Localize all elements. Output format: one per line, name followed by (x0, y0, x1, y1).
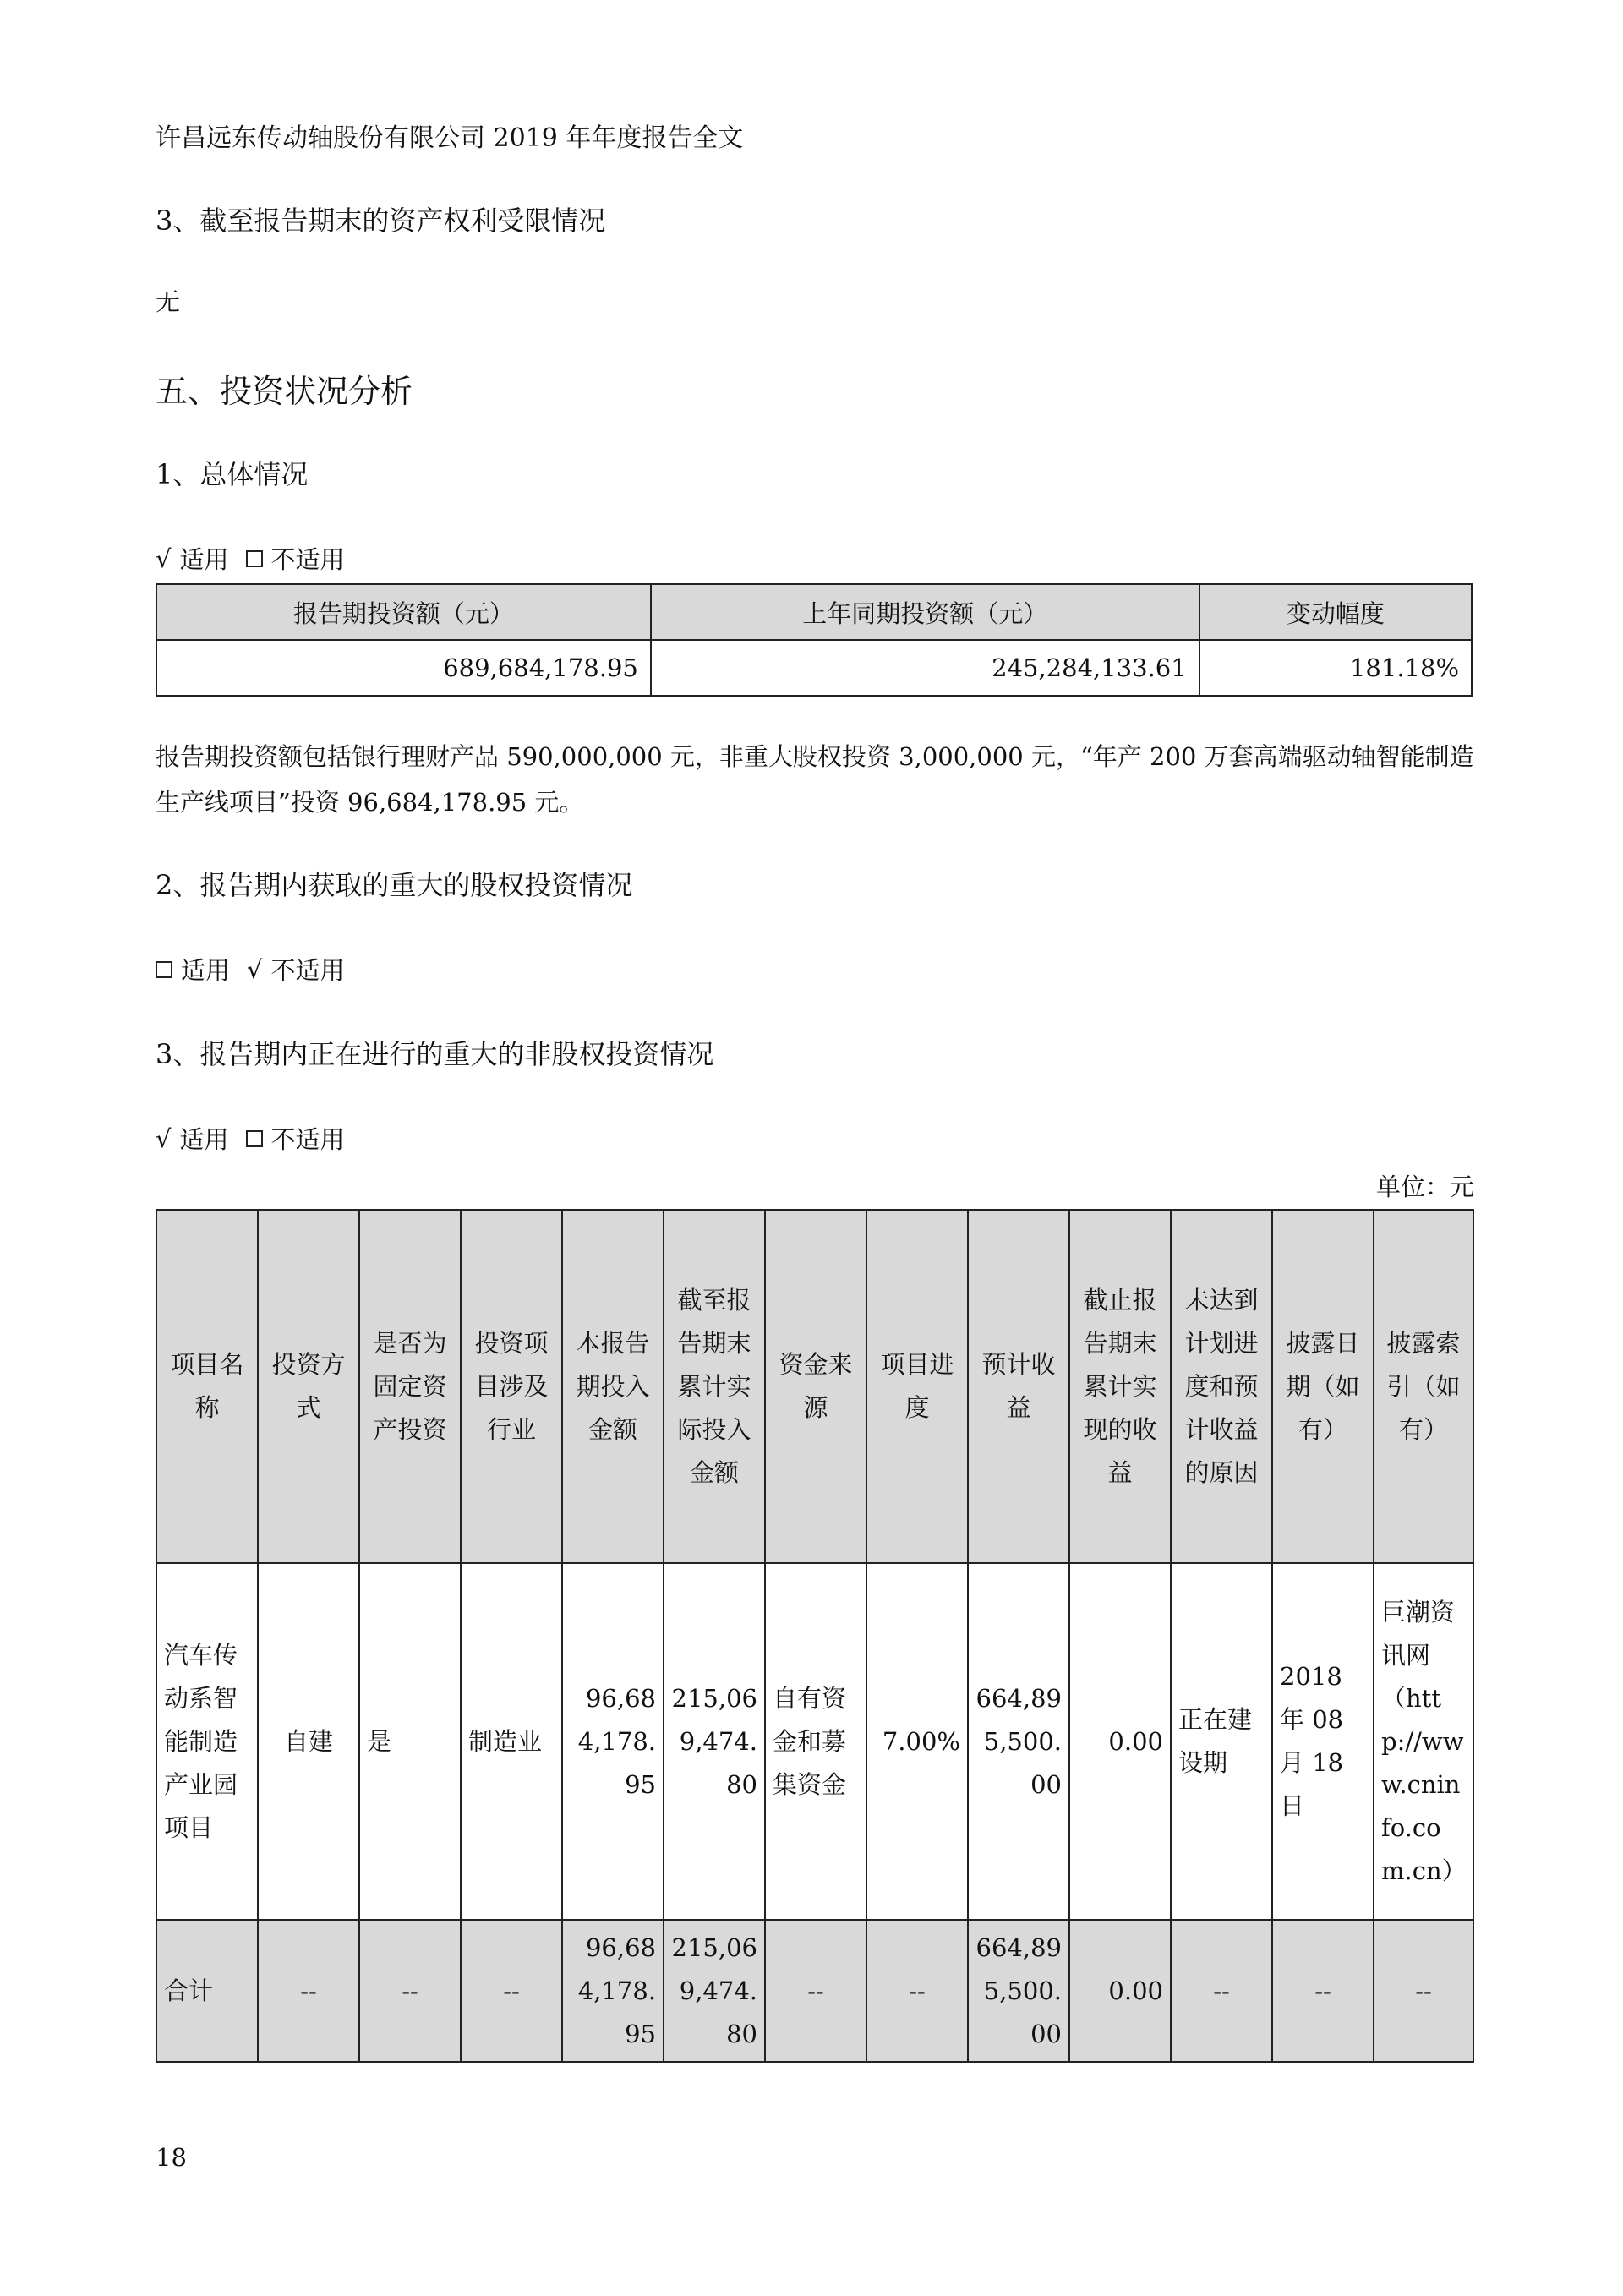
checkbox-empty-icon (246, 1130, 263, 1147)
section-3-text: 无 (156, 287, 181, 316)
sub1-applicability (156, 541, 345, 576)
value-current-investment: 689,684,178.95 (156, 640, 651, 696)
cell-total-investment-method: -- (258, 1920, 359, 2062)
checkbox-empty-icon (246, 550, 263, 567)
cell-total-period-amount: 96,684,178.95 (562, 1920, 664, 2062)
cell-cumulative-amount: 215,069,474.80 (664, 1563, 765, 1920)
cell-total-label: 合计 (156, 1920, 258, 2062)
sub2-applicability (156, 952, 345, 987)
header-project-name: 项目名称 (156, 1210, 258, 1563)
cell-total-funding-source: -- (765, 1920, 866, 2062)
header-fixed-asset: 是否为固定资产投资 (359, 1210, 461, 1563)
section-3-title: 3、截至报告期末的资产权利受限情况 (156, 205, 606, 237)
cell-period-amount: 96,684,178.95 (562, 1563, 664, 1920)
cell-total-cumulative-amount: 215,069,474.80 (664, 1920, 765, 2062)
cell-investment-method: 自建 (258, 1563, 359, 1920)
check-mark-icon: √ (247, 954, 263, 984)
check-mark-icon: √ (156, 1123, 172, 1153)
header-realized-income: 截止报告期末累计实现的收益 (1069, 1210, 1171, 1563)
page-number: 18 (156, 2143, 187, 2172)
header-industry: 投资项目涉及行业 (461, 1210, 562, 1563)
header-current-investment: 报告期投资额（元） (156, 584, 651, 640)
header-disclosure-date: 披露日期（如有） (1272, 1210, 1374, 1563)
table-total-row (156, 1920, 1473, 2062)
header-investment-method: 投资方式 (258, 1210, 359, 1563)
chapter-title: 五、投资状况分析 (156, 373, 413, 410)
check-mark-icon: √ (156, 544, 172, 573)
not-applicable-label: 不适用 (270, 545, 345, 574)
cell-total-disclosure-date: -- (1272, 1920, 1374, 2062)
header-cumulative-amount: 截至报告期末累计实际投入金额 (664, 1210, 765, 1563)
cell-shortfall-reason: 正在建设期 (1171, 1563, 1272, 1920)
checkbox-empty-icon (156, 961, 172, 978)
page-header: 许昌远东传动轴股份有限公司 2019 年年度报告全文 (156, 123, 744, 153)
header-change: 变动幅度 (1199, 584, 1472, 640)
sub1-title: 1、总体情况 (156, 458, 309, 490)
applicable-label: 适用 (181, 956, 231, 985)
header-shortfall-reason: 未达到计划进度和预计收益的原因 (1171, 1210, 1272, 1563)
applicable-label: 适用 (179, 1125, 229, 1154)
table-header-row (156, 1210, 1473, 1563)
cell-disclosure-date: 2018 年 08 月 18 日 (1272, 1563, 1374, 1920)
investment-summary-table (156, 583, 1473, 697)
header-expected-income: 预计收益 (968, 1210, 1069, 1563)
cell-project-name: 汽车传动系智能制造产业园项目 (156, 1563, 258, 1920)
cell-progress: 7.00% (866, 1563, 968, 1920)
cell-fixed-asset: 是 (359, 1563, 461, 1920)
sub3-applicability (156, 1121, 345, 1156)
cell-funding-source: 自有资金和募集资金 (765, 1563, 866, 1920)
value-prior-investment: 245,284,133.61 (651, 640, 1199, 696)
table-row (156, 1563, 1473, 1920)
cell-expected-income: 664,895,500.00 (968, 1563, 1069, 1920)
header-funding-source: 资金来源 (765, 1210, 866, 1563)
cell-total-progress: -- (866, 1920, 968, 2062)
unit-label: 单位：元 (1375, 1173, 1474, 1201)
header-disclosure-index: 披露索引（如有） (1374, 1210, 1473, 1563)
sub3-title: 3、报告期内正在进行的重大的非股权投资情况 (156, 1038, 714, 1070)
cell-disclosure-index: 巨潮资讯网（http://www.cninfo.com.cn） (1374, 1563, 1473, 1920)
applicable-label: 适用 (179, 545, 229, 574)
header-progress: 项目进度 (866, 1210, 968, 1563)
cell-total-industry: -- (461, 1920, 562, 2062)
cell-total-disclosure-index: -- (1374, 1920, 1473, 2062)
cell-total-fixed-asset: -- (359, 1920, 461, 2062)
value-change: 181.18% (1199, 640, 1472, 696)
cell-total-expected-income: 664,895,500.00 (968, 1920, 1069, 2062)
header-prior-investment: 上年同期投资额（元） (651, 584, 1199, 640)
cell-total-realized-income: 0.00 (1069, 1920, 1171, 2062)
not-applicable-label: 不适用 (270, 1125, 345, 1154)
not-applicable-label: 不适用 (270, 956, 345, 985)
sub1-note: 报告期投资额包括银行理财产品 590,000,000 元，非重大股权投资 3,000,000 元，“年产 200 万套高端驱动轴智能制造生产线项目”投资 96,684,178.95 元。 (156, 742, 1474, 817)
cell-total-shortfall-reason: -- (1171, 1920, 1272, 2062)
sub2-title: 2、报告期内获取的重大的股权投资情况 (156, 869, 633, 901)
header-period-amount: 本报告期投入金额 (562, 1210, 664, 1563)
cell-industry: 制造业 (461, 1563, 562, 1920)
cell-realized-income: 0.00 (1069, 1563, 1171, 1920)
non-equity-investment-table (156, 1209, 1474, 2063)
